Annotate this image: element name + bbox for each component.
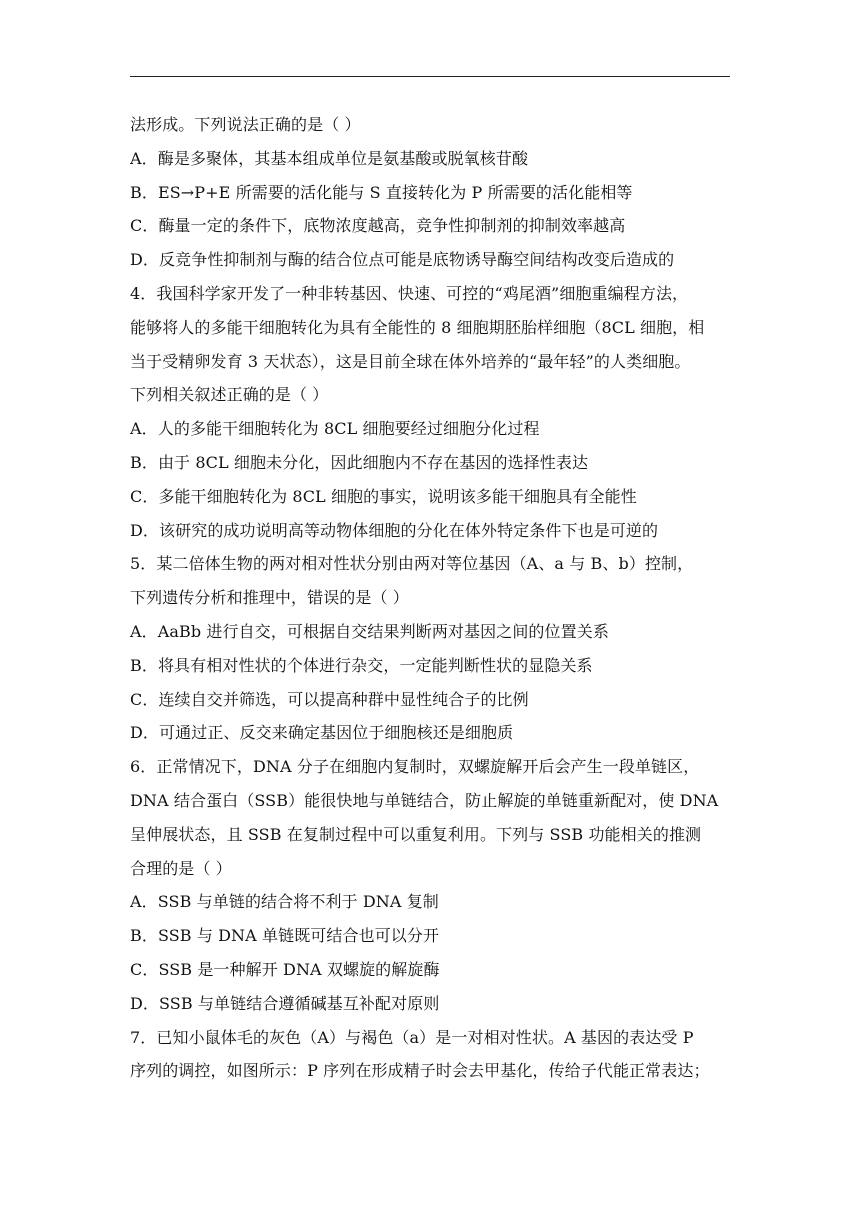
text-line: 法形成。下列说法正确的是（ ）	[130, 115, 361, 134]
option-b-line: B．由于 8CL 细胞未分化，因此细胞内不存在基因的选择性表达	[130, 452, 589, 472]
question-7-stem: 7．已知小鼠体毛的灰色（A）与褐色（a）是一对相对性状。A 基因的表达受 P	[130, 1027, 694, 1047]
option-d-line: D．反竞争性抑制剂与酶的结合位点可能是底物诱导酶空间结构改变后造成的	[130, 250, 675, 270]
question-6-stem: DNA 结合蛋白（SSB）能很快地与单链结合，防止解旋的单链重新配对，使 DNA	[130, 790, 719, 810]
question-4-stem: 下列相关叙述正确的是（ ）	[130, 385, 329, 405]
option-b-line: B．将具有相对性状的个体进行杂交，一定能判断性状的显隐关系	[130, 655, 593, 675]
option-c-line: C．连续自交并筛选，可以提高种群中显性纯合子的比例	[130, 689, 529, 709]
option-a-line: A．人的多能干细胞转化为 8CL 细胞要经过细胞分化过程	[130, 419, 540, 439]
option-d-line: D．该研究的成功说明高等动物体细胞的分化在体外特定条件下也是可逆的	[130, 520, 659, 540]
option-b-line: B．ES→P+E 所需要的活化能与 S 直接转化为 P 所需要的活化能相等	[130, 182, 633, 202]
option-d-line: D．SSB 与单链结合遵循碱基互补配对原则	[130, 993, 440, 1013]
option-d-line: D．可通过正、反交来确定基因位于细胞核还是细胞质	[130, 723, 514, 743]
document-body	[130, 108, 730, 1088]
option-c-line: C．酶量一定的条件下，底物浓度越高，竞争性抑制剂的抑制效率越高	[130, 216, 626, 236]
question-5-stem: 下列遗传分析和推理中，错误的是（ ）	[130, 588, 409, 608]
option-a-line: A．酶是多聚体，其基本组成单位是氨基酸或脱氧核苷酸	[130, 148, 529, 168]
question-6-stem: 呈伸展状态，且 SSB 在复制过程中可以重复利用。下列与 SSB 功能相关的推测	[130, 824, 702, 844]
question-5-stem: 5．某二倍体生物的两对相对性状分别由两对等位基因（A、a 与 B、b）控制，	[130, 554, 694, 574]
question-4-stem: 4．我国科学家开发了一种非转基因、快速、可控的“鸡尾酒”细胞重编程方法，	[130, 283, 689, 303]
option-c-line: C．SSB 是一种解开 DNA 双螺旋的解旋酶	[130, 959, 440, 979]
question-7-stem: 序列的调控，如图所示：P 序列在形成精子时会去甲基化，传给子代能正常表达；	[130, 1061, 710, 1081]
question-4-stem: 当于受精卵发育 3 天状态），这是目前全球在体外培养的“最年轻”的人类细胞。	[130, 351, 691, 371]
option-b-line: B．SSB 与 DNA 单链既可结合也可以分开	[130, 926, 440, 946]
question-6-stem: 6．正常情况下，DNA 分子在细胞内复制时，双螺旋解开后会产生一段单链区，	[130, 757, 700, 777]
question-6-stem: 合理的是（ ）	[130, 858, 232, 878]
question-4-stem: 能够将人的多能干细胞转化为具有全能性的 8 细胞期胚胎样细胞（8CL 细胞，相	[130, 317, 705, 337]
option-c-line: C．多能干细胞转化为 8CL 细胞的事实，说明该多能干细胞具有全能性	[130, 486, 637, 506]
header-rule	[130, 76, 730, 77]
option-a-line: A．AaBb 进行自交，可根据自交结果判断两对基因之间的位置关系	[130, 621, 609, 641]
option-a-line: A．SSB 与单链的结合将不利于 DNA 复制	[130, 892, 439, 912]
